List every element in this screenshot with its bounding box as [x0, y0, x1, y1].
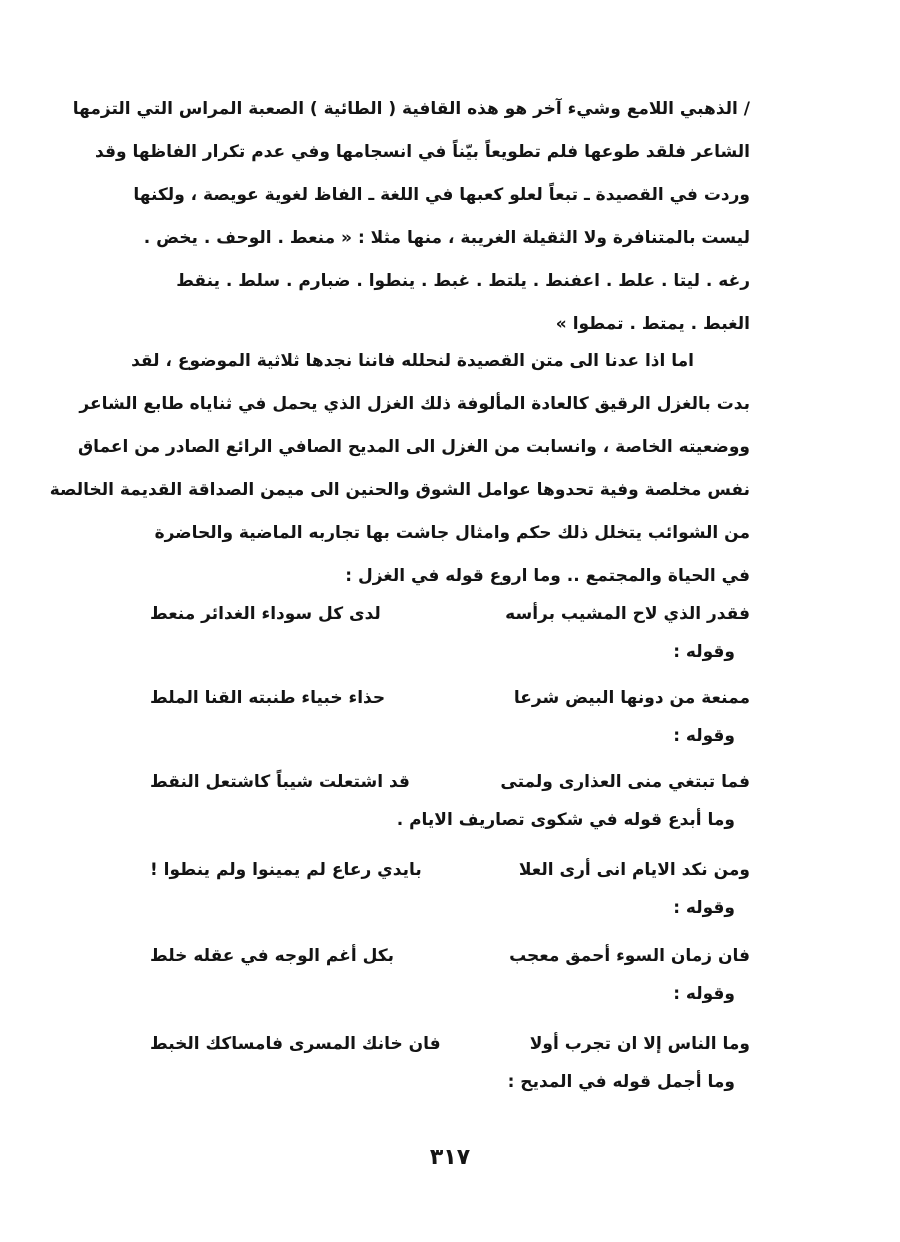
text-line: في الحياة والمجتمع .. وما اروع قوله في الغزل :	[345, 566, 750, 586]
verse-first-hemistich: ممنعة من دونها البيض شرعا	[513, 688, 750, 708]
text-line: اما اذا عدنا الى متن القصيدة لنحلله فاننا نجدها ثلاثية الموضوع ، لقد	[131, 351, 694, 371]
verse-intro: وقوله :	[673, 726, 735, 746]
verse-intro: وقوله :	[673, 898, 735, 918]
text-line: من الشوائب يتخلل ذلك حكم وامثال جاشت بها تجاربه الماضية والحاضرة	[154, 523, 750, 543]
page-number: ٣١٧	[429, 1145, 471, 1170]
verse-line	[150, 848, 750, 892]
verse-line	[150, 760, 750, 804]
verse-line	[150, 592, 750, 636]
verse-line	[150, 1022, 750, 1066]
verse-first-hemistich: ومن نكد الايام انى أرى العلا	[518, 860, 750, 880]
verse-intro: وما أجمل قوله في المديح :	[507, 1072, 735, 1092]
verse-second-hemistich: بكل أغم الوجه في عقله خلط	[150, 946, 395, 966]
verse-first-hemistich: فما تبتغي منى العذارى ولمتى	[500, 772, 750, 792]
verse-intro: وقوله :	[673, 642, 735, 662]
text-line: ووضعيته الخاصة ، وانسابت من الغزل الى المديح الصافي الرائع الصادر من اعماق	[77, 437, 750, 457]
verse-second-hemistich: فان خانك المسرى فامساكك الخبط	[150, 1034, 441, 1054]
text-line: نفس مخلصة وفية تحدوها عوامل الشوق والحنين الى ميمن الصداقة القديمة الخالصة	[49, 480, 750, 500]
text-line: الشاعر فلقد طوعها فلم تطويعاً بيّناً في انسجامها وفي عدم تكرار الفاظها وقد	[95, 142, 750, 162]
verse-intro: وما أبدع قوله في شكوى تصاريف الايام .	[396, 810, 735, 830]
verse-intro: وقوله :	[673, 984, 735, 1004]
verse-second-hemistich: بايدي رعاع لم يمينوا ولم ينطوا !	[150, 860, 422, 880]
text-line: وردت في القصيدة ـ تبعاً لعلو كعبها في اللغة ـ الفاظ لغوية عويصة ، ولكنها	[133, 185, 750, 205]
verse-first-hemistich: فان زمان السوء أحمق معجب	[509, 946, 750, 966]
verse-second-hemistich: لدى كل سوداء الغدائر منعط	[150, 604, 381, 624]
verse-second-hemistich: حذاء خبياء طنبته القنا الملط	[150, 688, 386, 708]
verse-line	[150, 676, 750, 720]
text-line: / الذهبي اللامع وشيء آخر هو هذه القافية ( الطائية ) الصعبة المراس التي التزمها	[72, 99, 750, 119]
text-line: بدت بالغزل الرقيق كالعادة المألوفة ذلك الغزل الذي يحمل في ثناياه طابع الشاعر	[79, 394, 750, 414]
paragraph-introduction	[72, 88, 750, 346]
verse-first-hemistich: وما الناس إلا ان تجرب أولا	[529, 1034, 750, 1054]
paragraph-analysis	[49, 340, 750, 598]
verse-line	[150, 934, 750, 978]
text-line: ليست بالمتنافرة ولا الثقيلة الغريبة ، منها مثلا : « منعط . الوحف . يخض .	[143, 228, 750, 248]
verse-first-hemistich: فقدر الذي لاح المشيب برأسه	[505, 604, 750, 624]
text-line: رغه . ليتا . علط . اعفنط . يلتط . غبط . ينطوا . ضبارم . سلط . ينقط	[176, 271, 750, 291]
text-line: الغبط . يمتط . تمطوا »	[555, 314, 750, 334]
verse-second-hemistich: قد اشتعلت شيباً كاشتعل النقط	[150, 772, 410, 792]
